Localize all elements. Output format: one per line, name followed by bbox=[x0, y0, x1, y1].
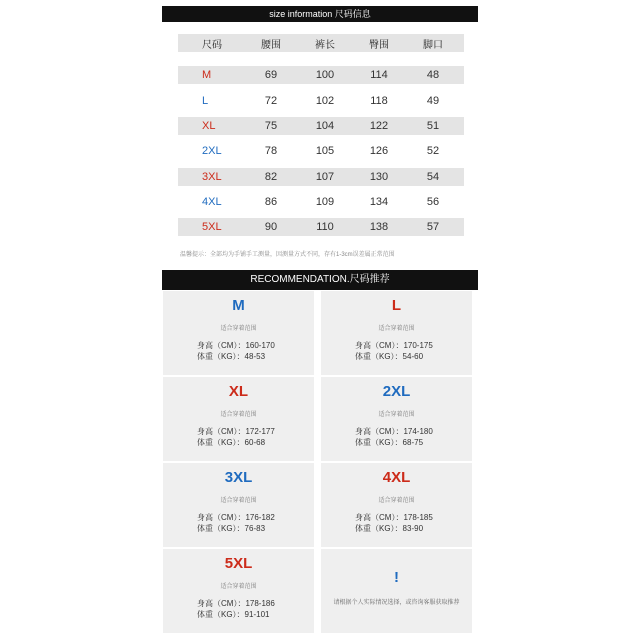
recommendation-title-bar: RECOMMENDATION.尺码推荐 bbox=[162, 270, 478, 290]
card-height: 身高（CM）：174-180 bbox=[355, 427, 433, 436]
card-size: M bbox=[232, 297, 245, 314]
measurement-note: 温馨提示：全部均为手铺手工测量，因测量方式不同，存有1-3cm误差属正常范围 bbox=[180, 252, 395, 258]
card-height: 身高（CM）：176-182 bbox=[197, 513, 275, 522]
card-scope: 适合穿着范围 bbox=[378, 326, 415, 332]
table-row bbox=[178, 142, 464, 160]
recommendation-tip-card bbox=[321, 549, 472, 633]
card-height: 身高（CM）：160-170 bbox=[197, 341, 275, 350]
table-cell: 82 bbox=[264, 171, 278, 183]
table-cell: 90 bbox=[264, 221, 278, 233]
table-cell: 75 bbox=[264, 120, 278, 132]
table-row bbox=[178, 117, 464, 135]
table-cell: 102 bbox=[315, 95, 335, 107]
card-height: 身高（CM）：170-175 bbox=[355, 341, 433, 350]
recommendation-card-xl bbox=[163, 377, 314, 461]
size-cell: L bbox=[202, 95, 209, 107]
table-cell: 86 bbox=[264, 196, 278, 208]
table-row bbox=[178, 92, 464, 110]
table-cell: 49 bbox=[426, 95, 440, 107]
table-cell: 110 bbox=[316, 221, 334, 233]
size-cell: 2XL bbox=[202, 145, 222, 157]
table-cell: 48 bbox=[426, 69, 440, 81]
table-cell: 134 bbox=[369, 196, 389, 208]
table-cell: 54 bbox=[426, 171, 440, 183]
card-weight: 体重（KG）：60-68 bbox=[197, 438, 266, 447]
column-header: 脚口 bbox=[423, 39, 443, 51]
card-scope: 适合穿着范围 bbox=[220, 584, 257, 590]
size-cell: M bbox=[202, 69, 212, 81]
card-size: 5XL bbox=[224, 555, 253, 572]
recommendation-card-4xl bbox=[321, 463, 472, 547]
card-scope: 适合穿着范围 bbox=[220, 326, 257, 332]
table-header bbox=[178, 34, 464, 52]
table-cell: 69 bbox=[264, 69, 278, 81]
column-header: 尺码 bbox=[202, 39, 222, 51]
table-cell: 57 bbox=[426, 221, 440, 233]
table-cell: 130 bbox=[369, 171, 389, 183]
card-height: 身高（CM）：178-186 bbox=[197, 599, 275, 608]
table-cell: 105 bbox=[315, 145, 335, 157]
card-size: 4XL bbox=[382, 469, 411, 486]
card-size: 2XL bbox=[382, 383, 411, 400]
card-weight: 体重（KG）：83-90 bbox=[355, 524, 424, 533]
size-cell: 5XL bbox=[202, 221, 222, 233]
table-cell: 78 bbox=[264, 145, 278, 157]
table-row bbox=[178, 66, 464, 84]
size-cell: 4XL bbox=[202, 196, 222, 208]
card-size: 3XL bbox=[224, 469, 253, 486]
recommendation-card-3xl bbox=[163, 463, 314, 547]
table-cell: 52 bbox=[426, 145, 440, 157]
table-cell: 118 bbox=[370, 95, 388, 107]
card-weight: 体重（KG）：68-75 bbox=[355, 438, 424, 447]
recommendation-card-2xl bbox=[321, 377, 472, 461]
recommendation-card-5xl bbox=[163, 549, 314, 633]
table-row bbox=[178, 168, 464, 186]
card-height: 身高（CM）：178-185 bbox=[355, 513, 433, 522]
column-header: 腰围 bbox=[261, 39, 281, 51]
table-cell: 56 bbox=[426, 196, 440, 208]
table-cell: 126 bbox=[369, 145, 389, 157]
card-scope: 适合穿着范围 bbox=[220, 412, 257, 418]
card-weight: 体重（KG）：76-83 bbox=[197, 524, 266, 533]
table-cell: 109 bbox=[315, 196, 335, 208]
size-cell: XL bbox=[202, 120, 216, 132]
card-height: 身高（CM）：172-177 bbox=[197, 427, 275, 436]
card-scope: 适合穿着范围 bbox=[378, 498, 415, 504]
table-cell: 122 bbox=[369, 120, 389, 132]
table-cell: 107 bbox=[315, 171, 335, 183]
size-cell: 3XL bbox=[202, 171, 222, 183]
column-header: 裤长 bbox=[315, 39, 335, 51]
table-cell: 100 bbox=[315, 69, 335, 81]
tip-text: 请根据个人实际情况选择，或咨询客服获取推荐 bbox=[333, 600, 460, 606]
exclamation-icon: ! bbox=[394, 569, 399, 586]
card-weight: 体重（KG）：48-53 bbox=[197, 352, 266, 361]
table-cell: 138 bbox=[369, 221, 389, 233]
table-row bbox=[178, 193, 464, 211]
card-weight: 体重（KG）：54-60 bbox=[355, 352, 424, 361]
recommendation-card-m bbox=[163, 291, 314, 375]
table-row bbox=[178, 218, 464, 236]
size-info-title-bar: size information 尺码信息 bbox=[162, 6, 478, 22]
table-cell: 72 bbox=[264, 95, 278, 107]
table-cell: 114 bbox=[370, 69, 388, 81]
card-scope: 适合穿着范围 bbox=[220, 498, 257, 504]
card-scope: 适合穿着范围 bbox=[378, 412, 415, 418]
card-weight: 体重（KG）：91-101 bbox=[197, 610, 270, 619]
column-header: 臀围 bbox=[369, 39, 389, 51]
card-size: L bbox=[391, 297, 402, 314]
card-size: XL bbox=[228, 383, 249, 400]
table-cell: 51 bbox=[426, 120, 440, 132]
table-cell: 104 bbox=[315, 120, 335, 132]
recommendation-card-l bbox=[321, 291, 472, 375]
